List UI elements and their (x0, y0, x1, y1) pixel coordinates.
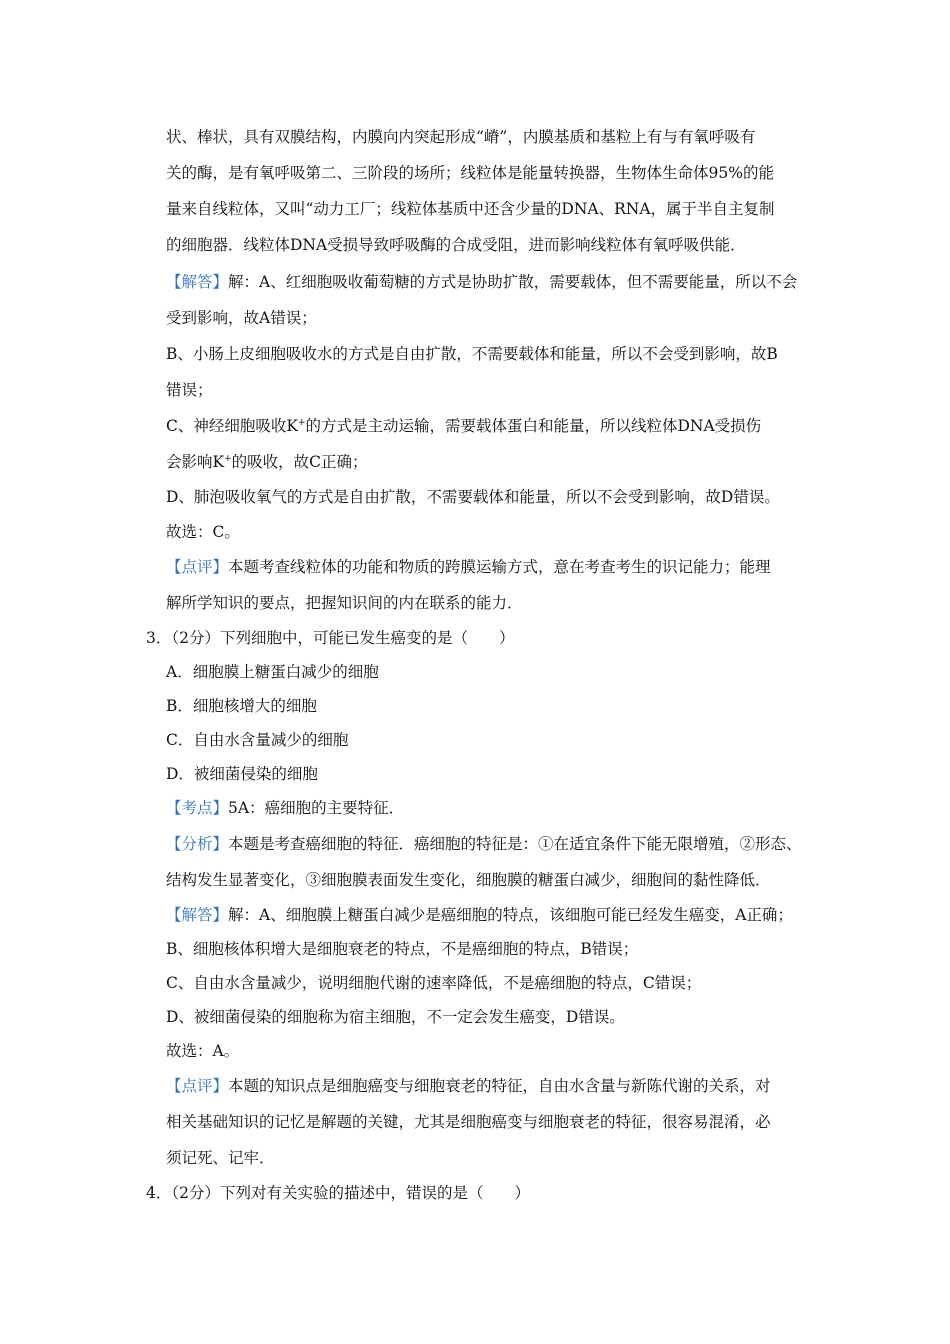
section-tag: 【解答】 (166, 273, 229, 291)
section-tag: 【分析】 (166, 835, 229, 853)
option-a: A．细胞膜上糖蛋白减少的细胞 (166, 663, 379, 681)
option-d: D．被细菌侵染的细胞 (166, 765, 318, 783)
analysis-line: 【分析】本题是考查癌细胞的特征．癌细胞的特征是：①在适宜条件下能无限增殖，②形态、 (166, 835, 802, 853)
text-line: B、小肠上皮细胞吸收水的方式是自由扩散，不需要载体和能量，所以不会受到影响，故B (166, 345, 778, 363)
answer-line: 【解答】解：A、红细胞吸收葡萄糖的方式是协助扩散，需要载体，但不需要能量，所以不会 (166, 273, 798, 291)
text-line: C、神经细胞吸收K+的方式是主动运输，需要载体蛋白和能量，所以线粒体DNA受损伤 (166, 417, 762, 435)
review-line: 【点评】本题的知识点是细胞癌变与细胞衰老的特征，自由水含量与新陈代谢的关系，对 (166, 1077, 771, 1095)
section-tag: 【点评】 (166, 1077, 229, 1095)
text-line: D、被细菌侵染的细胞称为宿主细胞，不一定会发生癌变，D错误。 (166, 1008, 625, 1026)
text-line: 量来自线粒体，又叫“动力工厂；线粒体基质中还含少量的DNA、RNA，属于半自主复制 (166, 200, 775, 218)
section-tag: 【考点】 (166, 799, 229, 817)
text-line: 状、棒状，具有双膜结构，内膜向内突起形成“嵴”，内膜基质和基粒上有与有氧呼吸有 (166, 128, 756, 146)
section-tag: 【点评】 (166, 558, 229, 576)
question-title: 3．（2分）下列细胞中，可能已发生癌变的是（ ） (146, 629, 515, 647)
text-line: 的细胞器．线粒体DNA受损导致呼吸酶的合成受阻，进而影响线粒体有氧呼吸供能． (166, 236, 746, 254)
text-line: 故选：A。 (166, 1042, 240, 1060)
answer-line: 【解答】解：A、细胞膜上糖蛋白减少是癌细胞的特点，该细胞可能已经发生癌变，A正确； (166, 906, 793, 924)
option-c: C．自由水含量减少的细胞 (166, 731, 349, 749)
text-line: 相关基础知识的记忆是解题的关键，尤其是细胞癌变与细胞衰老的特征，很容易混淆，必 (166, 1113, 771, 1131)
text-line: 错误； (166, 381, 213, 399)
text-line: 故选：C。 (166, 523, 240, 541)
review-line: 【点评】本题考查线粒体的功能和物质的跨膜运输方式，意在考查考生的识记能力；能理 (166, 558, 771, 576)
text-line: D、肺泡吸收氧气的方式是自由扩散，不需要载体和能量，所以不会受到影响，故D错误。 (166, 488, 780, 506)
section-tag: 【解答】 (166, 906, 229, 924)
option-b: B．细胞核增大的细胞 (166, 697, 317, 715)
text-line: B、细胞核体积增大是细胞衰老的特点，不是癌细胞的特点，B错误； (166, 940, 639, 958)
question-title: 4．（2分）下列对有关实验的描述中，错误的是（ ） (146, 1184, 530, 1202)
text-line: C、自由水含量减少，说明细胞代谢的速率降低，不是癌细胞的特点，C错误； (166, 974, 702, 992)
text-line: 须记死、记牢． (166, 1149, 275, 1167)
text-line: 受到影响，故A错误； (166, 309, 317, 327)
keypoint-line: 【考点】5A：癌细胞的主要特征． (166, 799, 405, 817)
text-line: 结构发生显著变化，③细胞膜表面发生变化，细胞膜的糖蛋白减少，细胞间的黏性降低． (166, 871, 771, 889)
text-line: 关的酶，是有氧呼吸第二、三阶段的场所；线粒体是能量转换器，生物体生命体95%的能 (166, 164, 774, 182)
text-line: 会影响K+的吸收，故C正确； (166, 453, 368, 471)
text-line: 解所学知识的要点，把握知识间的内在联系的能力． (166, 594, 523, 612)
